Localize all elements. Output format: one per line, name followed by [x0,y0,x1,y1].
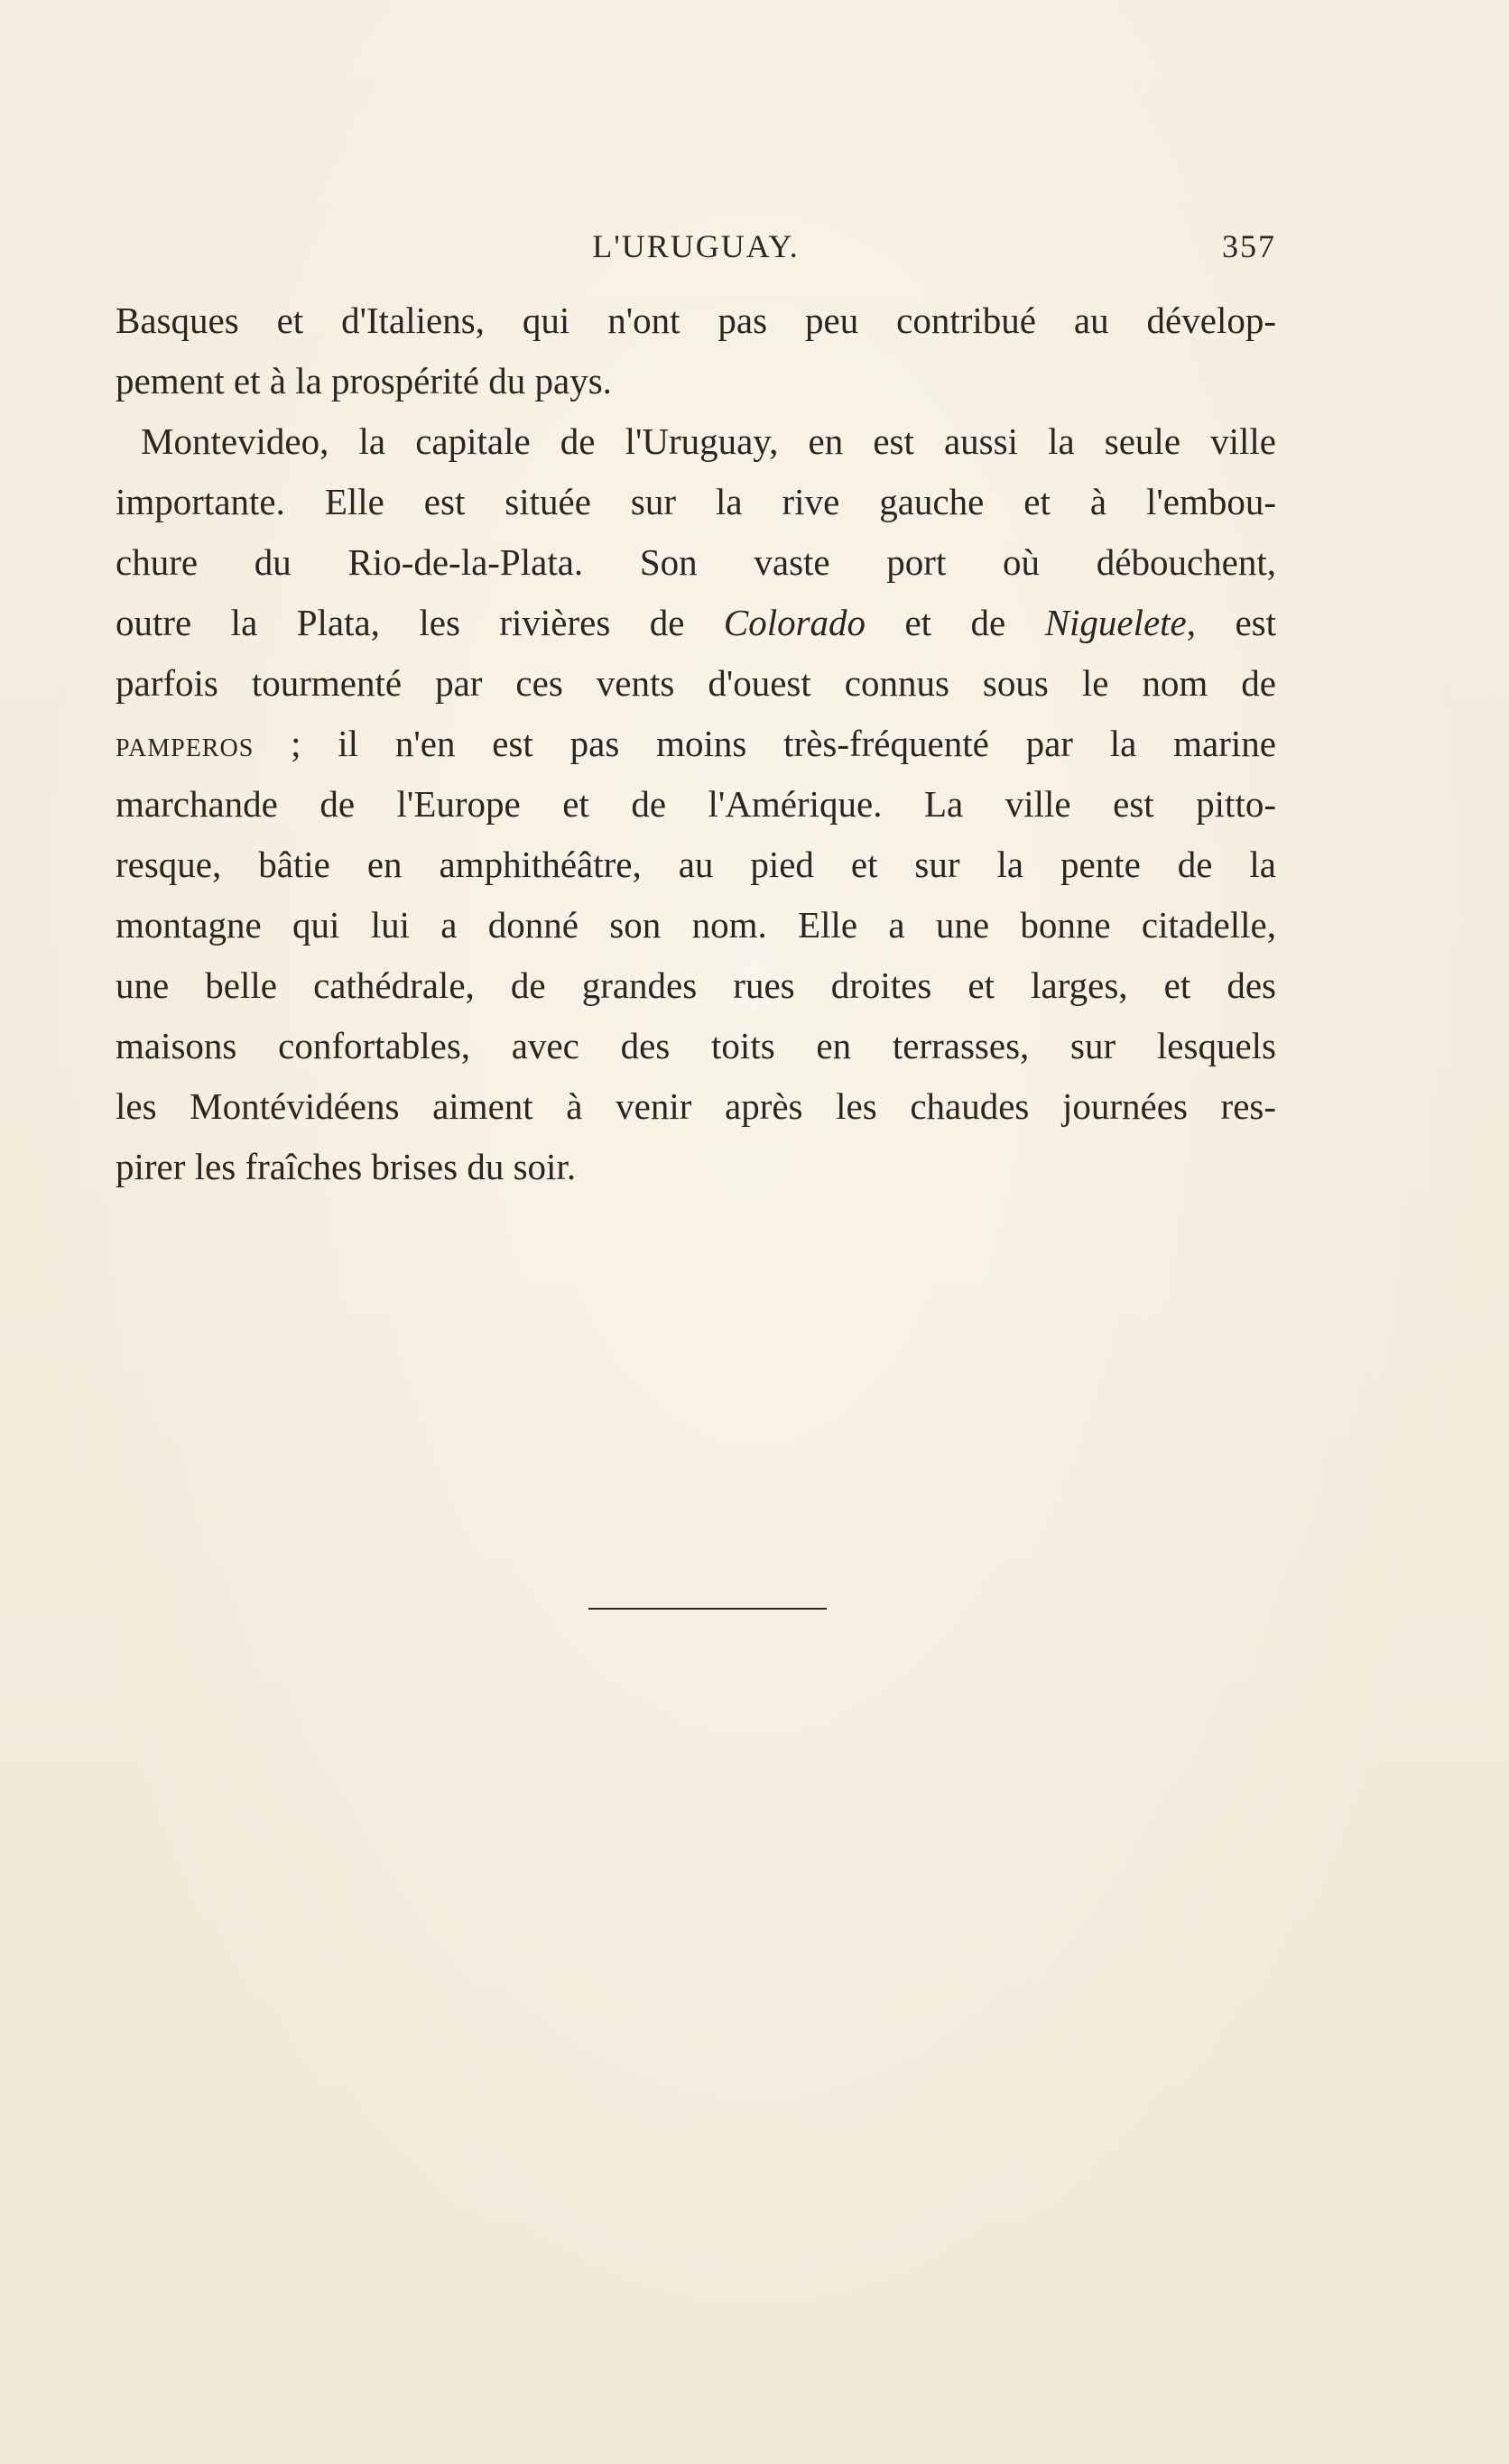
text-run: ; il n'en est pas moins très-fréquenté par la marine [291,723,1276,764]
text-line: une belle cathédrale, de grandes rues droites et larges, et des [116,964,1276,1006]
body-text [116,291,1276,1197]
running-head [116,227,1276,267]
text-line: marchande de l'Europe et de l'Amérique. La ville est pitto- [116,783,1276,825]
text-line: pirer les fraîches brises du soir. [116,1146,577,1187]
running-title: L'URUGUAY. [592,228,800,264]
text-line: importante. Elle est située sur la rive gauche et à l'embou- [116,481,1276,522]
text-run: outre la Plata, les rivières de [116,602,724,643]
text-line: Montevideo, la capitale de l'Uruguay, en est aussi la seule ville [141,420,1276,462]
text-line: montagne qui lui a donné son nom. Elle a une bonne citadelle, [116,904,1276,946]
italic-place-name: Niguelete [1044,602,1187,643]
small-caps-term: PAMPEROS [116,734,255,762]
text-line: pement et à la prospérité du pays. [116,360,612,401]
text-line: chure du Rio-de-la-Plata. Son vaste port où débouchent, [116,541,1276,583]
text-line: resque, bâtie en amphithéâtre, au pied et sur la pente de la [116,844,1276,885]
page-number: 357 [1222,228,1276,264]
italic-place-name: Colorado [723,602,866,643]
text-line: maisons confortables, avec des toits en terrasses, sur lesquels [116,1025,1276,1066]
text-line: Basques et d'Italiens, qui n'ont pas peu contribué au dévelop- [116,300,1276,341]
text-line: les Montévidéens aiment à venir après les chaudes journées res- [116,1085,1276,1127]
section-end-rule [588,1608,827,1610]
text-line [116,714,1276,774]
text-run: et de [866,602,1045,643]
text-run: , est [1186,602,1276,643]
text-line: parfois tourmenté par ces vents d'ouest connus sous le nom de [116,662,1276,704]
text-line [116,593,1276,653]
